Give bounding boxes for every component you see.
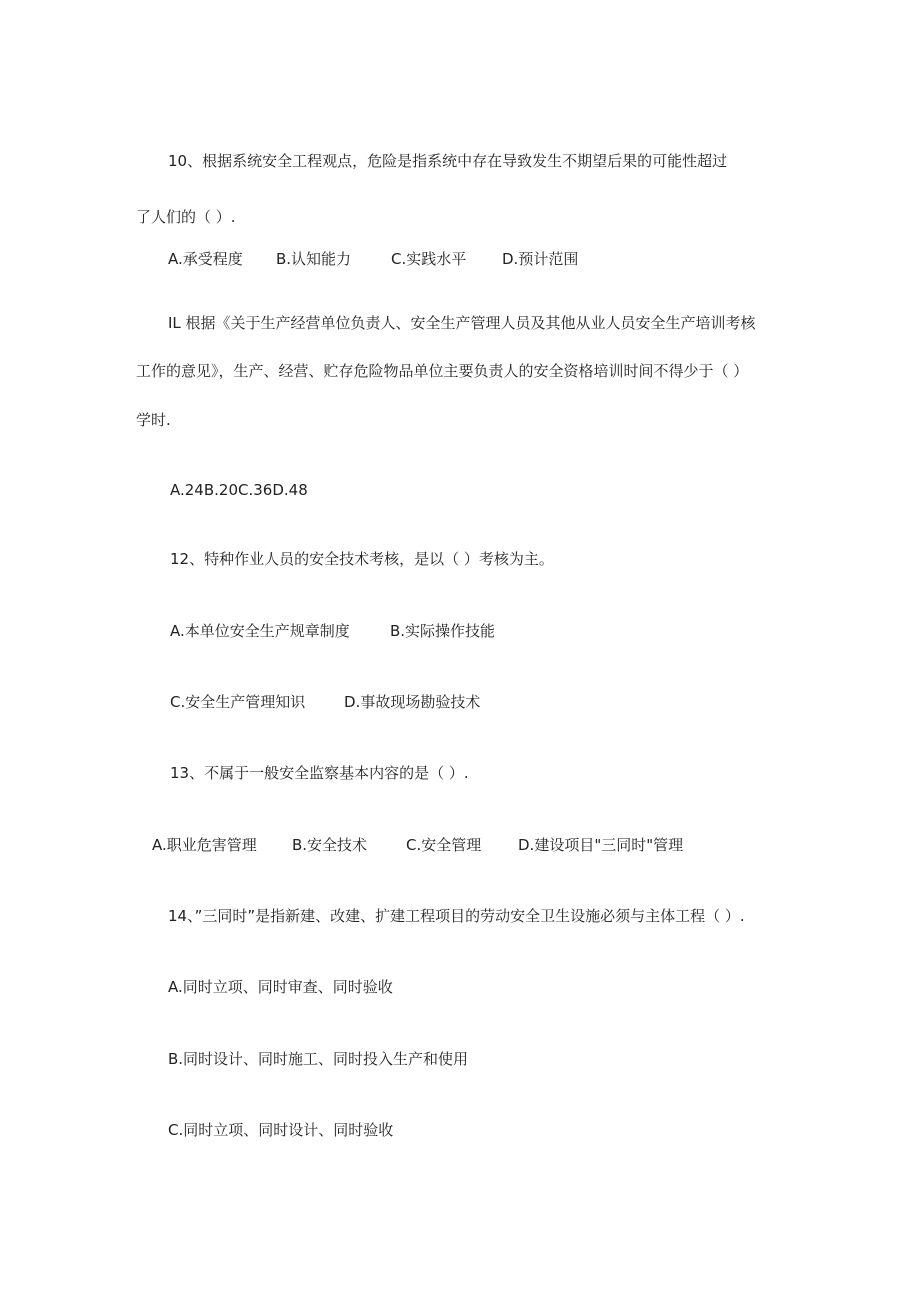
q10-option-a: A.承受程度 <box>168 250 243 268</box>
q10-text-line2: 了人们的（ ）. <box>136 208 236 226</box>
q14-option-a: A.同时立项、同时审查、同时验收 <box>168 978 393 996</box>
q13-option-b: B.安全技术 <box>292 836 368 854</box>
q10-text-line1: 10、根据系统安全工程观点，危险是指系统中存在导致发生不期望后果的可能性超过 <box>168 152 728 170</box>
q12-option-d: D.事故现场勘验技术 <box>344 693 481 711</box>
q12-option-c: C.安全生产管理知识 <box>170 693 306 711</box>
q11-text-line1: IL 根据《关于生产经营单位负责人、安全生产管理人员及其他从业人员安全生产培训考核 <box>168 314 756 332</box>
q13-text-line1: 13、不属于一般安全监察基本内容的是（ ）. <box>170 764 469 782</box>
q10-option-b: B.认知能力 <box>276 250 352 268</box>
q11-options: A.24B.20C.36D.48 <box>170 481 308 499</box>
q11-text-line2: 工作的意见》，生产、经营、贮存危险物品单位主要负责人的安全资格培训时间不得少于（ ） <box>136 362 749 380</box>
q10-option-d: D.预计范围 <box>502 250 579 268</box>
q10-option-c: C.实践水平 <box>391 250 467 268</box>
q12-text-line1: 12、特种作业人员的安全技术考核，是以（ ）考核为主。 <box>170 550 554 568</box>
q13-option-d: D.建设项目"三同时"管理 <box>518 836 684 854</box>
q14-text-line1: 14、”三同时”是指新建、改建、扩建工程项目的劳动安全卫生设施必须与主体工程（ ）. <box>168 907 745 925</box>
q14-option-c: C.同时立项、同时设计、同时验收 <box>168 1121 394 1139</box>
q13-option-a: A.职业危害管理 <box>152 836 257 854</box>
q13-option-c: C.安全管理 <box>406 836 482 854</box>
q11-text-line3: 学时. <box>136 411 171 429</box>
q14-option-b: B.同时设计、同时施工、同时投入生产和使用 <box>168 1050 469 1068</box>
q12-option-b: B.实际操作技能 <box>390 622 496 640</box>
q12-option-a: A.本单位安全生产规章制度 <box>170 622 350 640</box>
